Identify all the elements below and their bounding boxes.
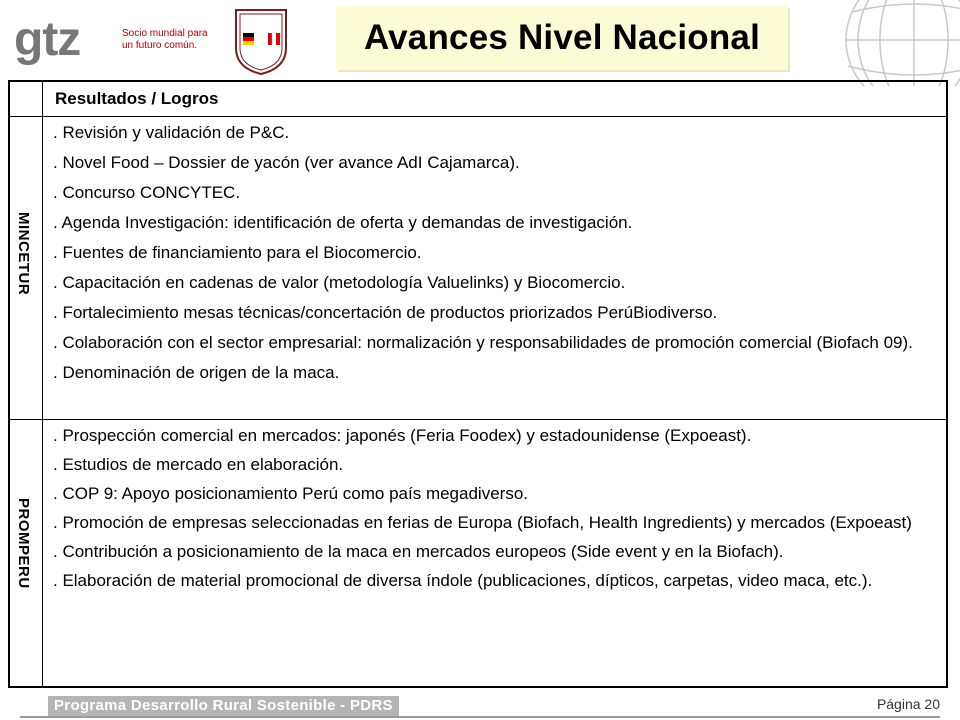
list-item: . Colaboración con el sector empresarial: normalización y responsabilidades de promoción comercial (Biofach 09). <box>53 333 913 352</box>
list-item: . Fuentes de financiamiento para el Biocomercio. <box>53 243 422 262</box>
gtz-logo-tagline <box>122 28 208 52</box>
list-item: . COP 9: Apoyo posicionamiento Perú como país megadiverso. <box>53 484 528 503</box>
globe-icon <box>818 0 960 86</box>
list-item: . Novel Food – Dossier de yacón (ver avance AdI Cajamarca). <box>53 153 520 172</box>
mincetur-results-list <box>53 121 936 391</box>
title-box <box>336 6 788 70</box>
promperu-side-cell <box>10 420 43 686</box>
page-title: Avances Nivel Nacional <box>363 18 761 57</box>
list-item: . Promoción de empresas seleccionadas en ferias de Europa (Biofach, Health Ingredients) y mercados (Expoeast) <box>53 513 912 532</box>
list-item: . Denominación de origen de la maca. <box>53 363 340 382</box>
mincetur-main-cell <box>43 117 946 419</box>
list-item: . Fortalecimiento mesas técnicas/concertación de productos priorizados PerúBiodiverso. <box>53 303 718 322</box>
promperu-main-cell <box>43 420 946 686</box>
cooperation-seal-icon <box>232 8 290 76</box>
list-item: . Contribución a posicionamiento de la maca en mercados europeos (Side event y en la Biofach). <box>53 542 784 561</box>
list-item: . Concurso CONCYTEC. <box>53 183 241 202</box>
gtz-tagline-line-1: Socio mundial para <box>122 28 208 39</box>
mincetur-side-cell <box>10 117 43 419</box>
gtz-logo <box>14 14 224 74</box>
slide-footer <box>20 694 940 718</box>
gtz-logo-mark: gtz <box>14 13 81 66</box>
list-item: . Capacitación en cadenas de valor (metodología Valuelinks) y Biocomercio. <box>53 273 626 292</box>
list-item: . Estudios de mercado en elaboración. <box>53 455 344 474</box>
table-header-side-cell <box>10 82 43 116</box>
mincetur-label: MINCETUR <box>15 212 32 296</box>
list-item: . Revisión y validación de P&C. <box>53 123 290 142</box>
slide-header <box>0 0 960 80</box>
program-name: Programa Desarrollo Rural Sostenible - PDRS <box>48 696 399 716</box>
results-table <box>8 80 948 688</box>
results-header-label: Resultados / Logros <box>55 89 219 108</box>
table-row-promperu <box>10 420 946 686</box>
table-header-main-cell <box>43 82 946 116</box>
footer-divider <box>20 716 940 718</box>
list-item: . Elaboración de material promocional de diversa índole (publicaciones, dípticos, carpetas, video maca, etc.). <box>53 571 873 590</box>
page-number: Página 20 <box>876 696 940 712</box>
promperu-results-list <box>53 424 936 598</box>
table-row-mincetur <box>10 117 946 420</box>
table-header-row <box>10 82 946 117</box>
list-item: . Agenda Investigación: identificación de oferta y demandas de investigación. <box>53 213 633 232</box>
list-item: . Prospección comercial en mercados: japonés (Feria Foodex) y estadounidense (Expoeast). <box>53 426 752 445</box>
gtz-tagline-line-2: un futuro común. <box>122 40 198 51</box>
promperu-label: PROMPERU <box>15 498 32 589</box>
